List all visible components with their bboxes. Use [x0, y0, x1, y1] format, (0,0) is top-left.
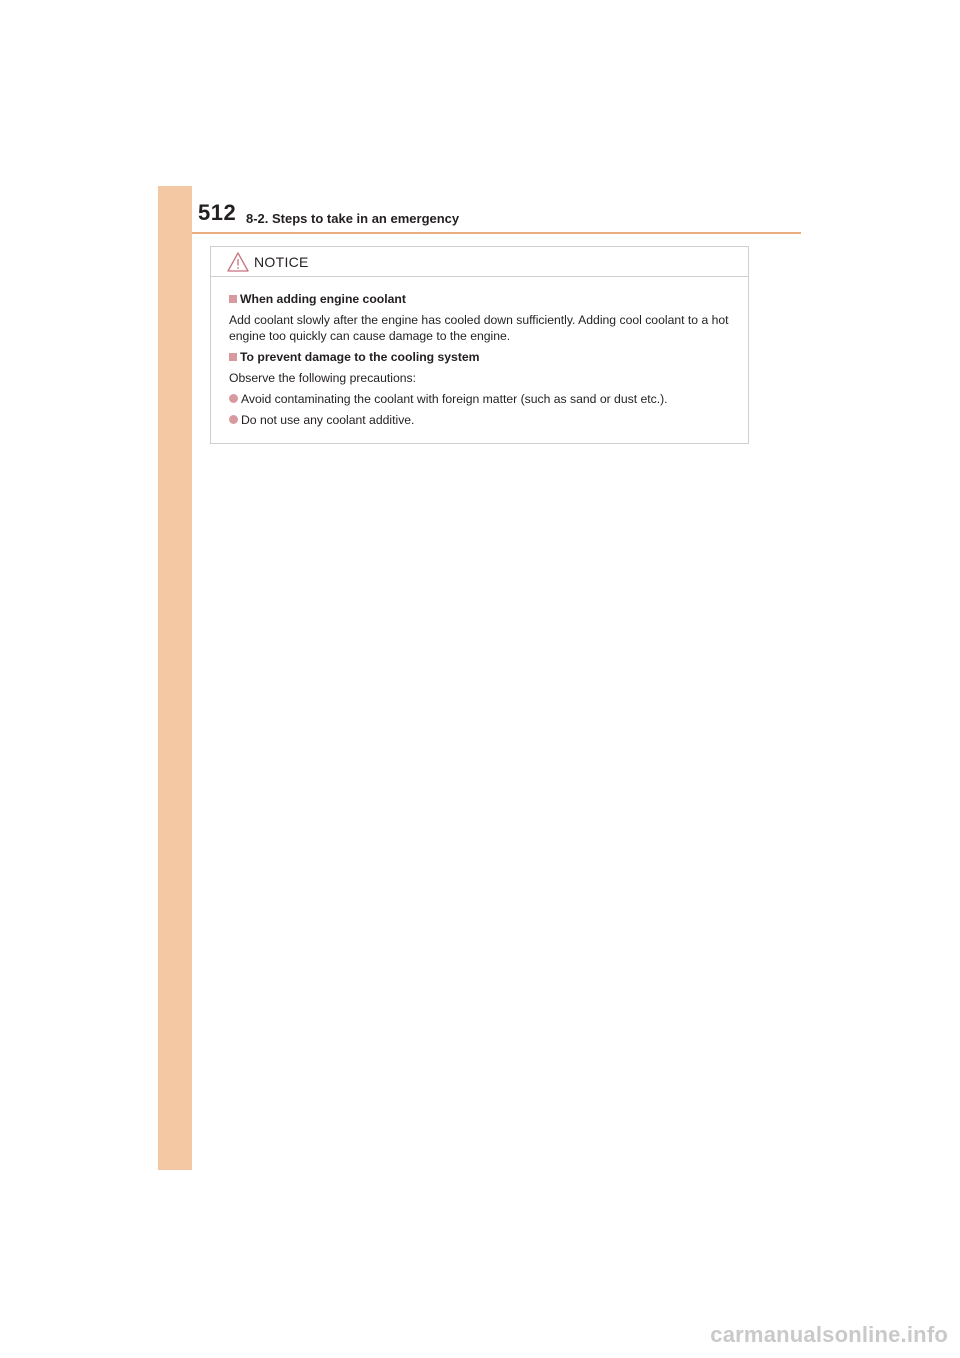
warning-triangle-icon — [227, 252, 249, 272]
circle-bullet-icon — [229, 394, 238, 403]
header-divider — [192, 232, 801, 234]
notice-body-prevent-damage: Observe the following precautions: — [229, 371, 416, 385]
notice-header — [211, 247, 748, 277]
list-item — [229, 412, 414, 428]
square-bullet-icon — [229, 295, 237, 303]
list-item — [229, 391, 668, 407]
list-item-text: Avoid contaminating the coolant with foreign matter (such as sand or dust etc.). — [241, 392, 668, 406]
heading-text: When adding engine coolant — [240, 292, 406, 306]
notice-title: NOTICE — [254, 254, 309, 270]
page-number: 512 — [198, 200, 237, 225]
circle-bullet-icon — [229, 415, 238, 424]
chapter-sidebar-tab — [158, 186, 192, 1170]
notice-heading-adding-coolant — [229, 291, 406, 307]
section-title: 8-2. Steps to take in an emergency — [246, 211, 460, 226]
list-item-text: Do not use any coolant additive. — [241, 413, 415, 427]
notice-body-adding-coolant: Add coolant slowly after the engine has cooled down sufficiently. Adding cool coolant to a hot engine too quickly can cause damage to the engine. — [229, 313, 729, 343]
notice-heading-prevent-damage — [229, 349, 480, 365]
square-bullet-icon — [229, 353, 237, 361]
watermark: carmanualsonline.info — [710, 1322, 948, 1347]
heading-text: To prevent damage to the cooling system — [240, 350, 480, 364]
notice-box — [210, 246, 749, 444]
